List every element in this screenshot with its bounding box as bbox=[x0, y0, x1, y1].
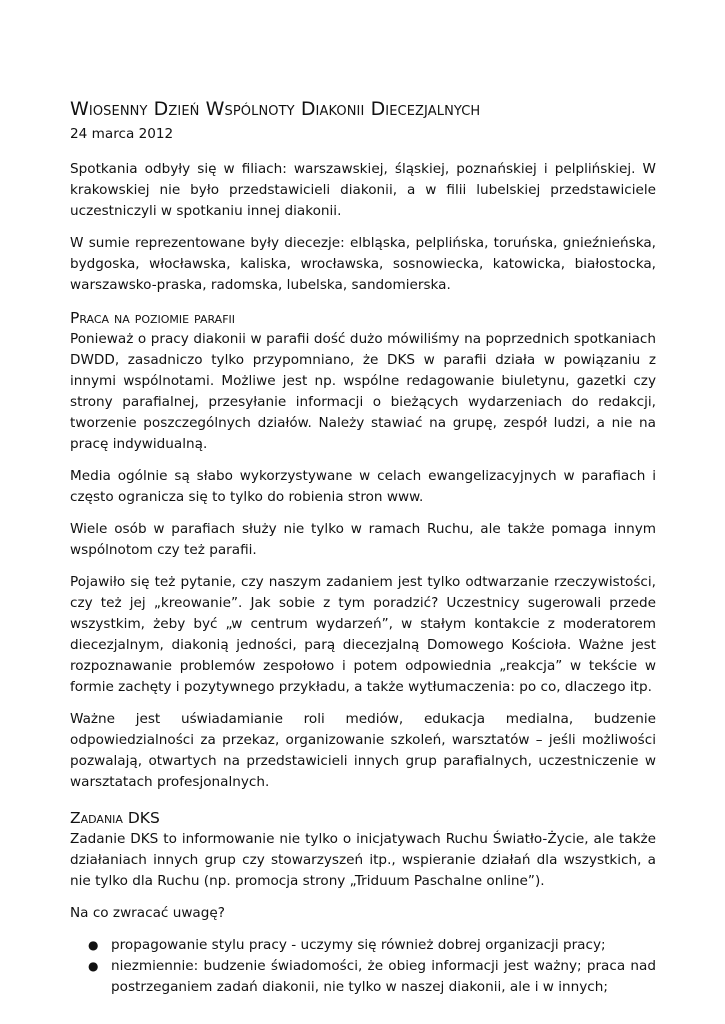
section-paragraph: Ponieważ o pracy diakonii w parafii dość dużo mówiliśmy na poprzednich spotkaniach DWDD, zasadniczo tylko przypomniano, że DKS w parafii działa w powiązaniu z innymi wspólnotami. Możliwe jest np. wspólne redagowanie biuletynu, gazetki czy strony parafialnej, przesyłanie informacji o bieżących wydarzeniach do redakcji, tworzenie poszczególnych działów. Należy stawiać na grupę, zespół ludzi, a nie na pracę indywidualną. bbox=[70, 331, 656, 452]
section-paragraph: Pojawiło się też pytanie, czy naszym zadaniem jest tylko odtwarzanie rzeczywistości, czy też jej „kreowanie”. Jak sobie z tym poradzić? Uczestnicy sugerowali przede wszystkim, żeby być „w centrum wydarzeń”, w stałym kontakcie z moderatorem diecezjalnym, diakonią jedności, parą diecezjalną Domowego Kościoła. Ważne jest rozpoznawanie problemów zespołowo i potem odpowiednia „reakcja” w tekście w formie zachęty i pozytywnego przykładu, a także wytłumaczenia: po co, dlaczego itp. bbox=[70, 574, 656, 695]
section-paragraph: Na co zwracać uwagę? bbox=[70, 905, 225, 921]
task-bullet-list bbox=[70, 935, 656, 998]
bullet-icon: ● bbox=[88, 938, 99, 952]
section-paragraph: Ważne jest uświadamianie roli mediów, edukacja medialna, budzenie odpowiedzialności za przekaz, organizowanie szkoleń, warsztatów – jeśli możliwości pozwalają, otwartych na przedstawicieli innych grup parafialnych, uczestniczenie w warsztatach profesjonalnych. bbox=[70, 711, 656, 790]
section-paragraph: Media ogólnie są słabo wykorzystywane w celach ewangelizacyjnych w parafiach i często ogranicza się to tylko do robienia stron www. bbox=[70, 468, 656, 505]
intro-paragraph: W sumie reprezentowane były diecezje: elbląska, pelplińska, toruńska, gnieźnieńska, bydgoska, włocławska, kaliska, wrocławska, sosnowiecka, katowicka, białostocka, warszawsko-praska, radomska, lubelska, sandomierska. bbox=[70, 235, 656, 293]
bullet-icon: ● bbox=[88, 959, 99, 973]
document-date: 24 marca 2012 bbox=[70, 126, 174, 142]
list-item-text: niezmiennie: budzenie świadomości, że obieg informacji jest ważny; praca nad postrzeganiem zadań diakonii, nie tylko w naszej diakonii, ale i w innych; bbox=[111, 958, 656, 995]
document-page bbox=[70, 96, 656, 998]
list-item-text: propagowanie stylu pracy - uczymy się również dobrej organizacji pracy; bbox=[111, 937, 606, 953]
intro-paragraph: Spotkania odbyły się w filiach: warszawskiej, śląskiej, poznańskiej i pelplińskiej. W krakowskiej nie było przedstawicieli diakonii, a w filii lubelskiej przedstawiciele uczestniczyli w spotkaniu innej diakonii. bbox=[70, 161, 656, 219]
section-heading-parish-work: Praca na poziomie parafii bbox=[70, 309, 236, 327]
section-heading-dks-tasks: Zadania DKS bbox=[70, 809, 160, 827]
document-title: Wiosenny Dzień Wspólnoty Diakonii Diecezjalnych bbox=[70, 98, 481, 120]
section-paragraph: Wiele osób w parafiach służy nie tylko w ramach Ruchu, ale także pomaga innym wspólnotom czy też parafii. bbox=[70, 521, 656, 558]
section-paragraph: Zadanie DKS to informowanie nie tylko o inicjatywach Ruchu Światło-Życie, ale także działaniach innych grup czy stowarzyszeń itp., wspieranie działań dla wszystkich, a nie tylko dla Ruchu (np. promocja strony „Triduum Paschalne online”). bbox=[70, 831, 656, 889]
list-item bbox=[70, 956, 656, 998]
list-item bbox=[70, 935, 656, 956]
